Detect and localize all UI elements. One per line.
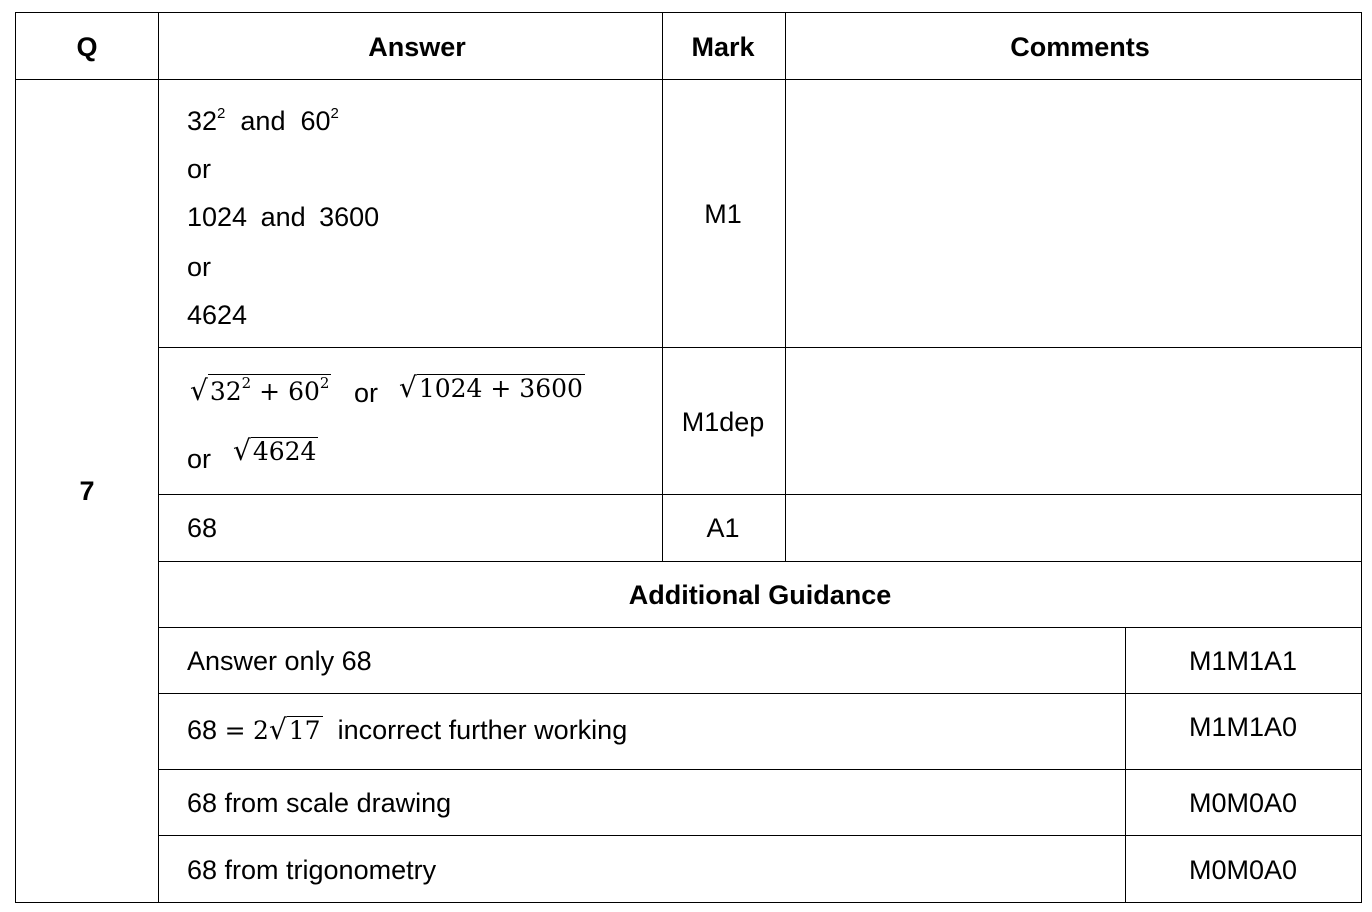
mark-value: M1 <box>704 199 742 229</box>
answer-line-3: 1024 and 3600 <box>187 202 380 232</box>
row-divider <box>158 835 1362 836</box>
answer-or: or <box>354 378 379 408</box>
guidance-item: 68 = 2√17 incorrect further working <box>187 713 628 746</box>
guidance-item: 68 from scale drawing <box>187 788 452 818</box>
row-divider <box>158 347 1362 348</box>
guidance-mark: M1M1A1 <box>1188 646 1298 676</box>
sqrt-symbol-icon: √ <box>268 713 287 746</box>
header-divider <box>15 79 1362 80</box>
header-comments: Comments <box>1010 32 1150 62</box>
question-number: 7 <box>79 476 95 506</box>
answer-sqrt-expression-3: √4624 <box>233 434 317 467</box>
column-divider <box>158 12 159 903</box>
mark-value: A1 <box>706 513 740 543</box>
answer-or: or <box>187 444 212 474</box>
column-divider <box>1125 627 1126 903</box>
table-border-left <box>15 12 16 903</box>
guidance-title: Additional Guidance <box>628 580 892 610</box>
table-border-top <box>15 12 1362 13</box>
header-mark: Mark <box>691 32 755 62</box>
sqrt-symbol-icon: √ <box>190 374 208 407</box>
answer-line-1: $32^2$ and $60^2$ <box>187 105 339 136</box>
row-divider <box>158 693 1362 694</box>
guidance-mark: M0M0A0 <box>1188 788 1298 818</box>
answer-sqrt-expression-2: √1024 + 3600 <box>399 371 583 404</box>
guidance-item: 68 from trigonometry <box>187 855 437 885</box>
table-border-right <box>1361 12 1362 903</box>
guidance-mark: M1M1A0 <box>1188 712 1298 742</box>
answer-sqrt-expression-1: $√32^2 + 60^2$ <box>190 374 330 407</box>
guidance-item: Answer only 68 <box>187 646 372 676</box>
table-border-bottom <box>15 902 1362 903</box>
answer-line-5: 4624 <box>187 300 248 330</box>
header-answer: Answer <box>368 32 466 62</box>
row-divider <box>158 627 1362 628</box>
guidance-mark: M0M0A0 <box>1188 855 1298 885</box>
column-divider <box>785 12 786 562</box>
header-q: Q <box>76 32 98 62</box>
sqrt-symbol-icon: √ <box>399 371 417 404</box>
answer-or: or <box>187 252 212 282</box>
answer-or: or <box>187 154 212 184</box>
sqrt-symbol-icon: √ <box>233 434 251 467</box>
answer-final: 68 <box>187 513 218 543</box>
row-divider <box>158 769 1362 770</box>
mark-value: M1dep <box>681 407 765 437</box>
column-divider <box>662 12 663 562</box>
row-divider <box>158 494 1362 495</box>
row-divider <box>158 561 1362 562</box>
